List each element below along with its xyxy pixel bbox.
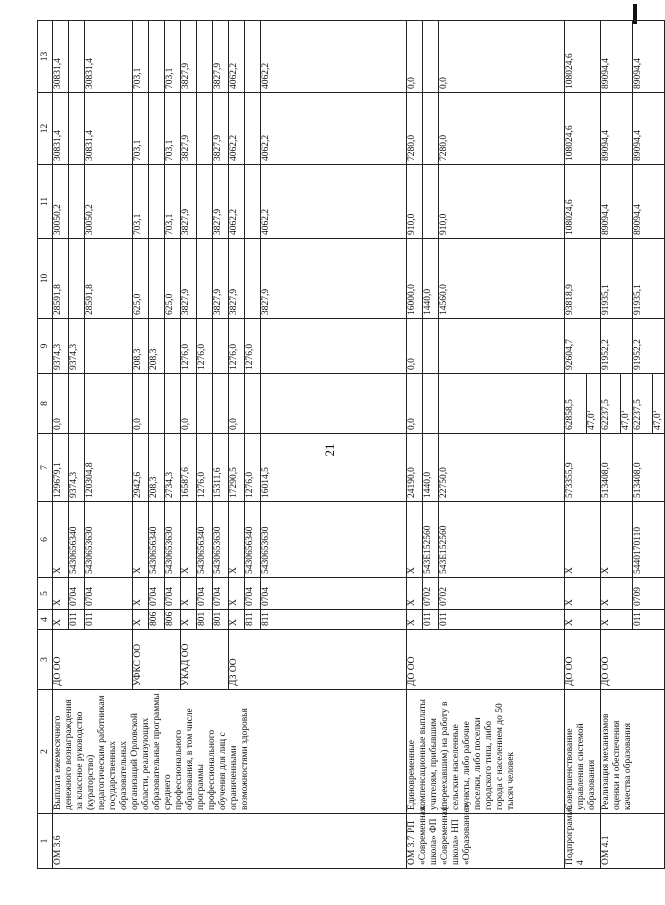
table-cell: Х bbox=[53, 502, 69, 578]
table-row bbox=[601, 21, 621, 869]
table-cell bbox=[423, 93, 439, 165]
table-cell: 4062,2 bbox=[261, 165, 407, 239]
table-cell bbox=[261, 319, 407, 374]
table-cell: 9374,3 bbox=[69, 434, 85, 502]
table-cell bbox=[149, 21, 165, 93]
table-cell: Х bbox=[229, 502, 245, 578]
table-cell: 89094,4 bbox=[633, 165, 665, 239]
table-cell: 543Е152560 bbox=[439, 502, 565, 578]
table-cell: 1440,0 bbox=[423, 239, 439, 319]
table-cell bbox=[149, 165, 165, 239]
table-cell: 4062,2 bbox=[261, 21, 407, 93]
table-cell: 17290,5 bbox=[229, 434, 245, 502]
table-cell: 91935,1 bbox=[633, 239, 665, 319]
table-cell: 62237,5 bbox=[633, 374, 653, 434]
table-cell bbox=[423, 21, 439, 93]
table-cell: 0,0 bbox=[407, 374, 423, 434]
table-cell: 3827,9 bbox=[181, 165, 197, 239]
table-cell bbox=[165, 374, 181, 434]
table-cell bbox=[85, 319, 133, 374]
table-cell: 108024,6 bbox=[565, 93, 601, 165]
table-cell: 62858,5 bbox=[565, 374, 587, 434]
table-cell: Х bbox=[181, 610, 197, 630]
table-cell: 0704 bbox=[261, 578, 407, 610]
table-cell: 011 bbox=[439, 610, 565, 630]
table-cell bbox=[69, 374, 85, 434]
table-cell: 811 bbox=[261, 610, 407, 630]
table-cell: 30831,4 bbox=[53, 93, 69, 165]
header-cell: 4 bbox=[38, 610, 53, 630]
table-cell: 1440,0 bbox=[423, 434, 439, 502]
table-cell: 9374,3 bbox=[53, 319, 69, 374]
table-cell: 2942,6 bbox=[133, 434, 149, 502]
table-cell bbox=[439, 319, 565, 374]
table-cell: 3827,9 bbox=[213, 239, 229, 319]
table-cell bbox=[423, 319, 439, 374]
table-cell: 0,0 bbox=[407, 21, 423, 93]
table-cell bbox=[197, 93, 213, 165]
table-cell: 801 bbox=[197, 610, 213, 630]
rotated-table-wrapper bbox=[37, 21, 663, 869]
table-cell bbox=[245, 21, 261, 93]
table-cell bbox=[213, 374, 229, 434]
table-cell: 28591,8 bbox=[85, 239, 133, 319]
table-cell: 0,0 bbox=[407, 319, 423, 374]
table-cell: 2734,3 bbox=[165, 434, 181, 502]
table-cell: 30831,4 bbox=[53, 21, 69, 93]
executor-cell: ДО ОО bbox=[407, 630, 565, 690]
table-cell: 0702 bbox=[439, 578, 565, 610]
table-cell: Х bbox=[133, 610, 149, 630]
table-cell: 4062,2 bbox=[229, 93, 245, 165]
table-cell: Х bbox=[407, 610, 423, 630]
table-cell: 3827,9 bbox=[213, 165, 229, 239]
table-cell bbox=[85, 374, 133, 434]
table-cell: Х bbox=[407, 502, 423, 578]
table-cell: 89094,4 bbox=[633, 21, 665, 93]
table-cell: 22750,0 bbox=[439, 434, 565, 502]
executor-cell: ДО ОО bbox=[565, 630, 601, 690]
table-cell: 4062,2 bbox=[229, 165, 245, 239]
table-cell: 0704 bbox=[197, 578, 213, 610]
table-cell: 89094,4 bbox=[633, 93, 665, 165]
table-cell: 3827,9 bbox=[181, 239, 197, 319]
table-cell: 3827,9 bbox=[181, 21, 197, 93]
table-cell: 910,0 bbox=[407, 165, 423, 239]
table-cell bbox=[197, 21, 213, 93]
table-cell: 0704 bbox=[245, 578, 261, 610]
table-cell: 129679,1 bbox=[53, 434, 69, 502]
table-cell: Х bbox=[53, 578, 69, 610]
table-cell: Х bbox=[601, 610, 633, 630]
measure-name-cell: Выплата ежемесячного денежного вознаграждения за классное руководство (кураторство) педагогическим работникам государственных образовательных организаций Орловской области, реализующих образовательные программы среднего профессионального образования, в том числе программы профессионального обучения для лиц с ограниченными возможностями здоровья bbox=[53, 690, 407, 814]
table-cell: 30050,2 bbox=[53, 165, 69, 239]
footnote-value-cell: 47,0$^1$ bbox=[621, 374, 633, 434]
table-cell: 625,0 bbox=[133, 239, 149, 319]
executor-cell: ДО ОО bbox=[601, 630, 665, 690]
table-cell: 28591,8 bbox=[53, 239, 69, 319]
table-cell: 91935,1 bbox=[601, 239, 633, 319]
table-cell bbox=[165, 319, 181, 374]
table-cell: 011 bbox=[633, 610, 665, 630]
table-cell: 011 bbox=[69, 610, 85, 630]
table-cell: 108024,6 bbox=[565, 21, 601, 93]
table-cell: 93818,9 bbox=[565, 239, 601, 319]
table-cell: 5430656340 bbox=[149, 502, 165, 578]
table-cell: 801 bbox=[213, 610, 229, 630]
table-cell: 62237,5 bbox=[601, 374, 621, 434]
measure-code-cell: ОМ 4.1 bbox=[601, 814, 665, 869]
table-cell: 0702 bbox=[423, 578, 439, 610]
header-cell: 1 bbox=[38, 814, 53, 869]
table-cell: 1276,0 bbox=[245, 319, 261, 374]
header-cell: 11 bbox=[38, 165, 53, 239]
measure-code-cell: ОМ 3.6 bbox=[53, 814, 407, 869]
table-cell: Х bbox=[229, 578, 245, 610]
table-cell: 0709 bbox=[633, 578, 665, 610]
table-cell: 1276,0 bbox=[197, 319, 213, 374]
table-cell: 91952,2 bbox=[633, 319, 665, 374]
table-cell: 0,0 bbox=[229, 374, 245, 434]
table-cell bbox=[245, 93, 261, 165]
table-cell: 5430653630 bbox=[213, 502, 229, 578]
table-cell: 513408,0 bbox=[601, 434, 633, 502]
table-cell: Х bbox=[601, 578, 633, 610]
table-cell bbox=[69, 21, 85, 93]
table-cell: 0,0 bbox=[133, 374, 149, 434]
page-number: 21 bbox=[322, 443, 337, 457]
table-cell: 011 bbox=[85, 610, 133, 630]
table-cell: 7280,0 bbox=[407, 93, 423, 165]
header-cell: 9 bbox=[38, 319, 53, 374]
header-cell: 8 bbox=[38, 374, 53, 434]
table-cell: 703,1 bbox=[165, 93, 181, 165]
table-cell: 5430653630 bbox=[261, 502, 407, 578]
header-cell: 13 bbox=[38, 21, 53, 93]
table-cell: 703,1 bbox=[133, 21, 149, 93]
table-cell: 0704 bbox=[69, 578, 85, 610]
table-cell bbox=[69, 165, 85, 239]
executor-cell: ДО ОО bbox=[53, 630, 133, 690]
table-cell: Х bbox=[407, 578, 423, 610]
table-cell bbox=[197, 165, 213, 239]
header-cell: 6 bbox=[38, 502, 53, 578]
table-cell: 0,0 bbox=[439, 21, 565, 93]
table-cell: 703,1 bbox=[165, 165, 181, 239]
table-cell: Х bbox=[181, 578, 197, 610]
table-cell: 30050,2 bbox=[85, 165, 133, 239]
table-cell: 16014,5 bbox=[261, 434, 407, 502]
table-cell: 0704 bbox=[85, 578, 133, 610]
table-cell bbox=[261, 374, 407, 434]
measure-code-cell: ОМ 3.7 РП «Современная школа» ФП «Современная школа» НП «Образование» bbox=[407, 814, 565, 869]
table-cell: 89094,4 bbox=[601, 21, 633, 93]
table-cell: 7280,0 bbox=[439, 93, 565, 165]
table-cell: 24190,0 bbox=[407, 434, 423, 502]
subprogram-code-cell: Подпрограмма 4 bbox=[565, 814, 601, 869]
table-cell bbox=[197, 374, 213, 434]
measure-name-cell: Реализация механизмов оценки и обеспечения качества образования bbox=[601, 690, 665, 814]
table-cell: 5430656340 bbox=[69, 502, 85, 578]
footnote-value-cell: 47,0$^1$ bbox=[653, 374, 665, 434]
table-cell: 9374,3 bbox=[69, 319, 85, 374]
table-cell: 1276,0 bbox=[229, 319, 245, 374]
table-cell: 91952,2 bbox=[601, 319, 633, 374]
table-cell: 120304,8 bbox=[85, 434, 133, 502]
table-cell: 0,0 bbox=[181, 374, 197, 434]
table-cell: Х bbox=[565, 578, 601, 610]
table-cell: 30831,4 bbox=[85, 21, 133, 93]
subprogram-name-cell: Совершенствование управления системой образования bbox=[565, 690, 601, 814]
table-cell: 5430653630 bbox=[165, 502, 181, 578]
table-cell: 0704 bbox=[213, 578, 229, 610]
table-cell bbox=[69, 93, 85, 165]
table-cell: 011 bbox=[423, 610, 439, 630]
table-cell: Х bbox=[229, 610, 245, 630]
header-cell: 2 bbox=[38, 690, 53, 814]
budget-table bbox=[37, 20, 665, 869]
table-cell: 5430656340 bbox=[197, 502, 213, 578]
table-cell: 573355,9 bbox=[565, 434, 601, 502]
table-cell: 3827,9 bbox=[229, 239, 245, 319]
table-cell: 703,1 bbox=[133, 93, 149, 165]
table-cell: 89094,4 bbox=[601, 93, 633, 165]
table-cell: 14560,0 bbox=[439, 239, 565, 319]
table-cell bbox=[439, 374, 565, 434]
footnote-value-cell: 47,0$^1$ bbox=[587, 374, 601, 434]
table-cell: 806 bbox=[165, 610, 181, 630]
table-cell: 0704 bbox=[165, 578, 181, 610]
table-cell bbox=[213, 319, 229, 374]
header-cell: 12 bbox=[38, 93, 53, 165]
table-cell: 543Е152560 bbox=[423, 502, 439, 578]
table-cell: 1276,0 bbox=[181, 319, 197, 374]
table-cell: 5430656340 bbox=[245, 502, 261, 578]
table-cell bbox=[245, 239, 261, 319]
table-cell: Х bbox=[53, 610, 69, 630]
executor-cell: УКАД ОО bbox=[181, 630, 229, 690]
executor-cell: ДЗ ОО bbox=[229, 630, 407, 690]
table-cell bbox=[423, 165, 439, 239]
table-cell: 910,0 bbox=[439, 165, 565, 239]
table-cell bbox=[149, 239, 165, 319]
table-cell: 0704 bbox=[149, 578, 165, 610]
table-cell: Х bbox=[565, 610, 601, 630]
table-cell bbox=[149, 374, 165, 434]
table-cell bbox=[149, 93, 165, 165]
table-cell: Х bbox=[181, 502, 197, 578]
table-cell: Х bbox=[601, 502, 633, 578]
table-cell bbox=[69, 239, 85, 319]
table-cell: 3827,9 bbox=[213, 21, 229, 93]
table-cell: 4062,2 bbox=[261, 93, 407, 165]
table-cell: 16000,0 bbox=[407, 239, 423, 319]
table-cell: 108024,6 bbox=[565, 165, 601, 239]
table-cell: 3827,9 bbox=[181, 93, 197, 165]
table-cell: 1276,0 bbox=[245, 434, 261, 502]
header-cell: 10 bbox=[38, 239, 53, 319]
executor-cell: УФКС ОО bbox=[133, 630, 181, 690]
table-cell: Х bbox=[133, 578, 149, 610]
table-cell bbox=[245, 374, 261, 434]
header-cell: 7 bbox=[38, 434, 53, 502]
table-cell: 513408,0 bbox=[633, 434, 665, 502]
table-cell: 208,3 bbox=[149, 319, 165, 374]
header-row bbox=[38, 21, 53, 869]
table-cell: 30831,4 bbox=[85, 93, 133, 165]
table-row bbox=[565, 21, 587, 869]
table-cell: Х bbox=[565, 502, 601, 578]
table-cell bbox=[423, 374, 439, 434]
header-cell: 3 bbox=[38, 630, 53, 690]
table-cell: 3827,9 bbox=[213, 93, 229, 165]
table-cell: 811 bbox=[245, 610, 261, 630]
table-cell bbox=[197, 239, 213, 319]
table-cell: 0,0 bbox=[53, 374, 69, 434]
table-cell: 3827,9 bbox=[261, 239, 407, 319]
table-cell: 703,1 bbox=[133, 165, 149, 239]
table-cell: 625,0 bbox=[165, 239, 181, 319]
table-cell: 92604,7 bbox=[565, 319, 601, 374]
table-cell: 15311,6 bbox=[213, 434, 229, 502]
table-cell: 89094,4 bbox=[601, 165, 633, 239]
table-cell: 4062,2 bbox=[229, 21, 245, 93]
table-cell: 703,1 bbox=[165, 21, 181, 93]
table-cell: 5440170110 bbox=[633, 502, 665, 578]
table-cell bbox=[245, 165, 261, 239]
header-cell: 5 bbox=[38, 578, 53, 610]
table-cell: 1276,0 bbox=[197, 434, 213, 502]
measure-name-cell: Единовременные компенсационные выплаты учителям, прибывшим (переехавшим) на работу в сельские населенные пункты, либо рабочие поселки, либо поселки городского типа, либо города с населением до 50 тысяч человек bbox=[407, 690, 565, 814]
table-row bbox=[53, 21, 69, 869]
table-row bbox=[407, 21, 423, 869]
table-cell: 16587,6 bbox=[181, 434, 197, 502]
table-cell: Х bbox=[133, 502, 149, 578]
table-body bbox=[38, 21, 665, 869]
table-cell: 208,3 bbox=[149, 434, 165, 502]
table-cell: 5430653630 bbox=[85, 502, 133, 578]
table-cell: 806 bbox=[149, 610, 165, 630]
table-cell: 208,3 bbox=[133, 319, 149, 374]
